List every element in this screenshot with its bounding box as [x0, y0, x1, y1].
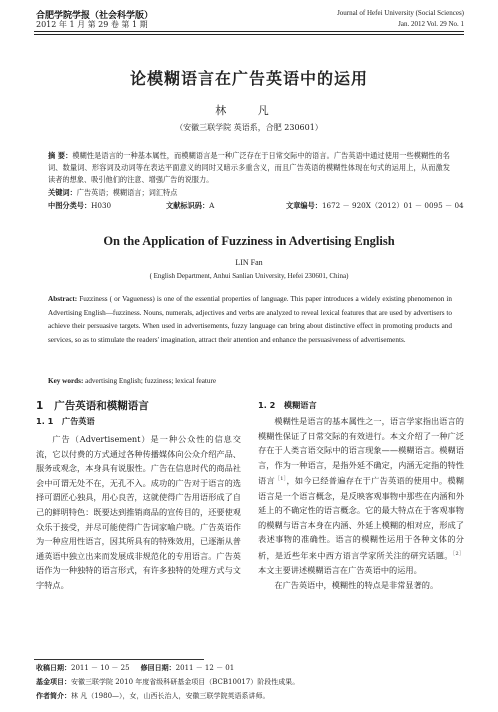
- footnote-author: 作者简介：林 凡（1980—），女，山西长治人，安徽三联学院英语系讲师。: [36, 692, 270, 700]
- issue-info-cn: 2012 年 1 月 第 29 卷 第 1 期: [36, 20, 148, 29]
- body-column-left: [36, 432, 241, 593]
- paragraph-1-2a: 模糊性是语言的基本属性之一，语言学家指出语言的模糊性保证了日常交际的有效进行。本文介绍了一种广泛存在于人类言语交际中的语言现象——模糊语言。模糊语言，作为一种语言，是指外延不确定，内涵无定指的特性语言$^{[1]}$，如今已经普遍存在于广告英语的使用中。模糊语言是一个语言概念，是反映客观事物中那些在内涵和外延上的不确定性的语言概念。它的最大特点在于客观事物的模糊与语言本身在内涵、外延上模糊的相对应，形成了表述事物的准确性。语言的模糊性运用于各种文体的分析，是近些年来中西方语言学家所关注的研究话题。$^{[2]}$本文主要讲述模糊语言在广告英语中的运用。: [258, 416, 464, 576]
- article-number: 文章编号：1672 － 920X（2012）01 － 0095 － 04: [286, 201, 464, 210]
- abstract-cn: [48, 150, 450, 187]
- citation-2: ［2］: [452, 551, 464, 558]
- header-rule: [34, 31, 464, 32]
- keywords-cn-text: 广告英语；模糊语言；词汇特点: [76, 188, 178, 197]
- keywords-en-text: advertising English; fuzziness; lexical feature: [85, 377, 217, 385]
- paragraph-1-2b: 在广告英语中，模糊性的特点是非常显著的。: [274, 580, 439, 590]
- body-column-right: [258, 414, 464, 593]
- citation-1: ［1］: [274, 476, 287, 483]
- footnote-rule: [34, 659, 204, 660]
- abstract-en: [48, 293, 452, 347]
- journal-name-en: Journal of Hefei University (Social Sciences): [337, 9, 464, 17]
- abstract-cn-text: 模糊性是语言的一种基本属性，而模糊语言是一种广泛存在于日常交际中的语言。广告英语中通过使用一些模糊性的名词、数量词、形容词及动词等在表达平面意义的同时又暗示多重含义，而且广告英语的模糊性体现在句式的运用上，从而激发读者的想象、吸引他们的注意、增强广告的说服力。: [48, 151, 450, 185]
- abstract-cn-label: 摘 要：: [48, 151, 73, 160]
- section-1-heading: 1 广告英语和模糊语言: [36, 400, 149, 412]
- issue-info-en: Jan. 2012 Vol. 29 No. 1: [398, 20, 464, 28]
- author-cn: 林 凡: [215, 104, 283, 117]
- abstract-en-label: Abstract:: [48, 295, 78, 303]
- journal-name-cn: 合肥学院学报（社会科学版）: [36, 11, 154, 21]
- keywords-cn: [48, 188, 177, 198]
- section-1-2-heading: 1. 2 模糊语言: [258, 400, 317, 410]
- affiliation-en: ( English Department, Anhui Sanlian University, Hefei 230601, China): [149, 272, 349, 280]
- author-en: LIN Fan: [235, 258, 263, 267]
- abstract-en-text: Fuzziness ( or Vagueness) is one of the essential properties of language. This paper introduces a widely existing phenomenon in Advertising English—fuzziness. Nouns, numerals, adjectives and verbs are analyzed to reveal lexical features that are used by advertisers to achieve their persuasive targets. When used in advertisements, fuzzy language can bring about distinctive effect in promoting products and services, so as to stimulate the readers' imagination, attract their attention and enhance the persuasiveness of advertisements.: [48, 295, 453, 344]
- document-code: 文献标识码：A: [166, 201, 215, 210]
- paper-title-en: On the Application of Fuzziness in Advertising English: [103, 234, 395, 248]
- header-rule-thin: [34, 34, 464, 35]
- footnote-fund: 基金项目：安徽三联学院 2010 年度省级科研基金项目（BCB10017）阶段性成果。: [36, 678, 300, 686]
- paragraph-1-1: 广告（Advertisement）是一种公众性的信息交流，它以付费的方式通过各种传播媒体向公众介绍产品、服务或观念，本身具有说服性。广告在信息时代的商品社会中可谓无处不在，无孔不入。成功的广告对于语言的选择可谓匠心独具，用心良苦，这就使得广告用语形成了自己的鲜明特色：既要达到推销商品的宣传目的，还要使观众乐于接受，并尽可能使得广告词家喻户晓。广告英语作为一种应用性语言，因其所具有的特殊效用，已逐渐从普通英语中独立出来而发展成非规范化的专用语言。广告英语作为一种独特的语言形式，有许多独特的处理方式与文字特点。: [36, 434, 241, 590]
- keywords-en: [48, 377, 216, 385]
- keywords-en-label: Key words:: [48, 377, 84, 385]
- section-1-1-heading: 1. 1 广告英语: [36, 416, 95, 426]
- footnote-dates: 收稿日期：2011 － 10 － 25 修回日期：2011 － 12 － 01: [36, 664, 235, 672]
- paper-title-cn: 论模糊语言在广告英语中的运用: [129, 69, 368, 88]
- keywords-cn-label: 关键词：: [48, 188, 77, 197]
- clc-number: 中图分类号：H030: [48, 201, 112, 210]
- affiliation-cn: （安徽三联学院 英语系，合肥 230601）: [175, 123, 323, 132]
